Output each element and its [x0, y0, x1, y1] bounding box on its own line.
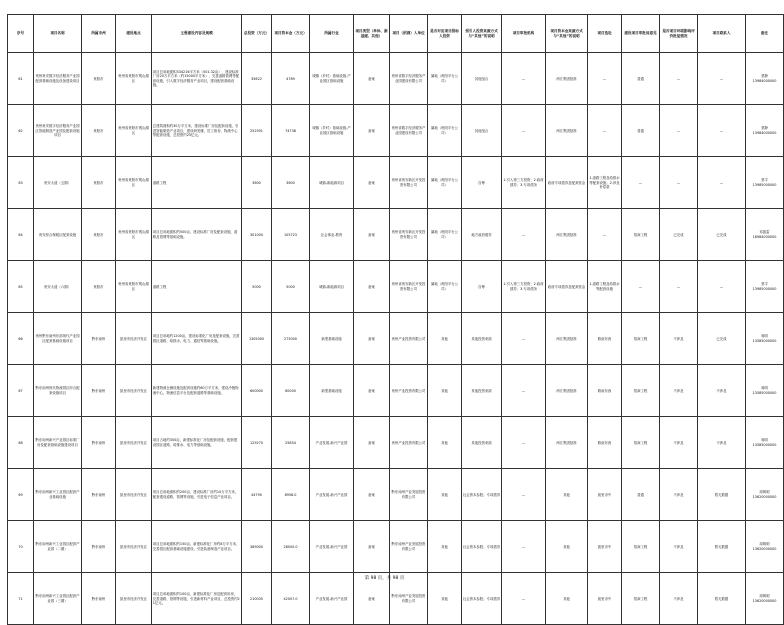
table-cell: 64 — [8, 209, 34, 261]
table-cell: 1.引入第三方投资；2.政府债券；3.专项债务 — [502, 157, 546, 209]
page-footer: 第 98 页，共 98 页 — [364, 576, 405, 581]
table-body — [8, 53, 784, 625]
table-cell: 其他组合 — [462, 53, 502, 105]
table-cell: 其他 — [546, 469, 588, 521]
table-cell: 城镇-新能源项目 — [310, 261, 354, 313]
table-cell: 已完成 — [660, 209, 698, 261]
column-header: 备注 — [746, 15, 784, 53]
table-cell: 蒋明 13585000000 — [746, 365, 784, 417]
column-header: 项目类型（单体、新基建、其他） — [354, 15, 390, 53]
table-cell: 政府专项债券及配套资金 — [546, 157, 588, 209]
project-table-container — [7, 14, 777, 625]
table-cell: 招商工程 — [622, 365, 660, 417]
table-cell: — — [588, 53, 622, 105]
table-cell: 招商工程 — [622, 417, 660, 469]
table-cell: 贵阳市 — [82, 157, 116, 209]
table-cell: 其他 — [546, 573, 588, 625]
table-cell: — — [660, 105, 698, 157]
table-cell: 1.道路工程及给排水等配套设施；2.涉及补偿款 — [588, 157, 622, 209]
table-cell: 黔东南州 — [82, 313, 116, 365]
table-cell: — — [660, 261, 698, 313]
table-cell: 两江集团批准 — [546, 313, 588, 365]
table-cell: 1305000 — [242, 313, 272, 365]
table-cell: 暂无数据 — [698, 573, 746, 625]
table-cell: 贵阳市 — [82, 209, 116, 261]
table-cell: 属地（贵阳平台公司） — [428, 105, 462, 157]
table-cell: 路南东西 — [588, 365, 622, 417]
table-cell: 项目总用地面积约500亩，建设标准厂房及配套设施，道路及管网等基础设施。 — [152, 209, 242, 261]
table-row — [8, 105, 784, 157]
table-cell: 凯里市经济开发区 — [116, 365, 152, 417]
table-cell: 两江集团批准 — [546, 53, 588, 105]
table-cell: 蔡宇 13985000000 — [746, 157, 784, 209]
table-cell: 自筹 — [462, 261, 502, 313]
table-cell: 其他投资来源 — [462, 313, 502, 365]
table-cell: — — [502, 417, 546, 469]
table-cell: 贵州省贵阳市观山湖区 — [116, 209, 152, 261]
table-cell: 产业发展-新兴产业园 — [310, 417, 354, 469]
table-cell: 周明明 13620000000 — [746, 521, 784, 573]
table-cell: 备案 — [354, 209, 390, 261]
table-cell: — — [502, 573, 546, 625]
table-cell: 68 — [8, 417, 34, 469]
column-header: 是否对应项目招标人投资 — [428, 15, 462, 53]
table-cell: 普通 — [622, 53, 660, 105]
table-cell: — — [698, 261, 746, 313]
table-cell: 44790 — [242, 469, 272, 521]
table-cell: — — [588, 209, 622, 261]
table-cell: 贵州省贵阳市观山湖区 — [116, 261, 152, 313]
table-cell: 黔东南州产业发展投资有限公司 — [390, 573, 428, 625]
table-cell: 1.道路工程及给排水等配套设施 — [588, 261, 622, 313]
column-header: 序号 — [8, 15, 34, 53]
table-cell: 自筹 — [462, 157, 502, 209]
table-cell: 63 — [8, 157, 34, 209]
table-cell: 贵州产业投资有限公司 — [390, 417, 428, 469]
table-cell: 黔东南州新兴产业园区标准厂房及配套基础设施建设项目 — [34, 417, 82, 469]
table-cell: 暂无数据 — [698, 521, 746, 573]
column-header: 项目选址 — [588, 15, 622, 53]
column-header: 建设项目审批局意见 — [622, 15, 660, 53]
table-cell: — — [502, 469, 546, 521]
table-cell: 252591 — [242, 105, 272, 157]
table-cell: 4789 — [272, 53, 310, 105]
table-cell: 凯里市经济开发区 — [116, 573, 152, 625]
table-cell: 389000 — [242, 521, 272, 573]
table-cell: 67 — [8, 365, 34, 417]
table-cell: 贵阳市 — [82, 261, 116, 313]
table-cell: 黔东南州 — [82, 417, 116, 469]
column-header: 项目资本金（万元） — [272, 15, 310, 53]
table-cell: 65 — [8, 261, 34, 313]
table-cell: 暂无数据 — [698, 469, 746, 521]
table-cell: — — [698, 105, 746, 157]
table-cell: — — [660, 53, 698, 105]
table-cell: 其他组合 — [462, 105, 502, 157]
table-cell: 黔东南州新兴工业园区配套产业园（三期） — [34, 573, 82, 625]
table-cell: 黔东南州 — [82, 521, 116, 573]
table-cell: 新建物流仓储设施及配套设施约60万平方米，建设冷链物流中心、物流信息平台及配套道路等基础设施。 — [152, 365, 242, 417]
table-cell: — — [660, 157, 698, 209]
table-cell: 贵州省贵安新区开发投资有限公司 — [390, 209, 428, 261]
table-row — [8, 157, 784, 209]
column-header: 招引人投资来源方式与“其他”的说明 — [462, 15, 502, 53]
table-cell: 35622 — [242, 53, 272, 105]
table-cell: 61 — [8, 53, 34, 105]
table-cell: 地方政府债券 — [462, 209, 502, 261]
table-cell: 105723 — [272, 209, 310, 261]
table-cell: 凯里市中 — [588, 469, 622, 521]
table-cell: 两江集团批准 — [546, 365, 588, 417]
table-cell: 普通 — [622, 469, 660, 521]
table-row — [8, 313, 784, 365]
table-cell: 贵州省贵安新区开发投资有限公司 — [390, 157, 428, 209]
table-cell: 邓振雷 18984000000 — [746, 209, 784, 261]
table-cell: 蒋明 13585000000 — [746, 313, 784, 365]
table-cell: 贵州省贵安新区开发投资有限公司 — [390, 261, 428, 313]
table-cell: 备案 — [354, 521, 390, 573]
table-cell: 129270 — [242, 417, 272, 469]
table-cell: 其他 — [546, 521, 588, 573]
header-row — [8, 15, 784, 53]
column-header: 所属行业 — [310, 15, 354, 53]
table-cell: — — [622, 157, 660, 209]
table-cell: 新型基础设施 — [310, 365, 354, 417]
table-cell: 城镇（乡村）基础设施-产业园区基础设施 — [310, 105, 354, 157]
table-cell: 社会资本参股；专项债券 — [462, 521, 502, 573]
column-header: 项目审批机构 — [502, 15, 546, 53]
column-header: 建设地点 — [116, 15, 152, 53]
table-cell: 备案 — [354, 53, 390, 105]
table-cell: 贵州省数字经济服务产业园建设有限公司 — [390, 105, 428, 157]
table-cell: 不涉及 — [660, 469, 698, 521]
table-cell: 备案 — [354, 469, 390, 521]
table-cell: 招商工程 — [622, 209, 660, 261]
table-row — [8, 469, 784, 521]
table-cell: 蔡静 13984000000 — [746, 53, 784, 105]
column-header: 项目联系人 — [698, 15, 746, 53]
table-cell: 不涉及 — [698, 417, 746, 469]
table-cell: 60000 — [272, 365, 310, 417]
table-cell: 301000 — [242, 209, 272, 261]
table-cell: 项目总用地约1200亩，建设标准化厂房及配套设施，完善园区道路、给排水、电力、通信等基础设施。 — [152, 313, 242, 365]
table-cell: 5000 — [272, 261, 310, 313]
table-cell: 产业发展-新兴产业园 — [310, 469, 354, 521]
table-cell: 已完成 — [698, 209, 746, 261]
column-header: 所属市州 — [82, 15, 116, 53]
table-cell: 黔东南州 — [82, 573, 116, 625]
table-cell: 黔东南州 — [82, 469, 116, 521]
table-cell: 总建筑面积约30万平方米，建设标准厂房及配套设施，引进智能制造产业项目，建设研发楼、员工宿舍、物流中心等配套设施，总投资约25亿元。 — [152, 105, 242, 157]
table-cell: 不涉及 — [660, 417, 698, 469]
table-cell: — — [622, 261, 660, 313]
table-row — [8, 209, 784, 261]
table-cell: 210035 — [242, 573, 272, 625]
table-cell: 项目总用地面积334216平方米（501.32亩），建设标准厂房20万平方米（约15000平方米），完善道路管网等配套设施，引入数字经济服务产业项目，建设配套基础设施。 — [152, 53, 242, 105]
table-cell: 其他投资来源 — [462, 417, 502, 469]
table-cell: 71 — [8, 573, 34, 625]
table-cell: 贵州产业投资有限公司 — [390, 365, 428, 417]
table-cell: 道路工程 — [152, 157, 242, 209]
table-cell: 项目占地约350亩，新建标准化厂房及配套设施，配套建设园区道路、给排水、电力等基础设施。 — [152, 417, 242, 469]
table-cell: 69 — [8, 469, 34, 521]
table-cell: 属地（贵阳平台公司） — [428, 209, 462, 261]
table-cell: 黔东南州现代物流园区综合配套设施项目 — [34, 365, 82, 417]
table-cell: 社会资本参股；专项债券 — [462, 469, 502, 521]
table-cell: 不涉及 — [660, 365, 698, 417]
table-cell: — — [698, 53, 746, 105]
table-cell: 贵安综合保税区配套设施 — [34, 209, 82, 261]
table-cell: 备案 — [354, 417, 390, 469]
column-header: 总投资（万元） — [242, 15, 272, 53]
table-cell: 凯里市经济开发区 — [116, 313, 152, 365]
table-row — [8, 365, 784, 417]
table-cell: 3600 — [272, 157, 310, 209]
column-header: 项目名称 — [34, 15, 82, 53]
table-cell: 1.引入第三方投资；2.政府债券；3.专项债务 — [502, 261, 546, 313]
table-cell: 产业发展-新兴产业园 — [310, 521, 354, 573]
table-row — [8, 53, 784, 105]
table-cell: — — [502, 365, 546, 417]
column-header: 项目（招商）人单位 — [390, 15, 428, 53]
project-table — [7, 14, 784, 625]
table-cell: 备案 — [354, 105, 390, 157]
table-cell: 600000 — [242, 365, 272, 417]
table-cell: 其他 — [428, 573, 462, 625]
table-cell: 凯里市中 — [588, 521, 622, 573]
table-cell: 社会事业-教育 — [310, 209, 354, 261]
table-cell: 62 — [8, 105, 34, 157]
column-header: 是否项目环境影响评价批复情况 — [660, 15, 698, 53]
table-cell: 其他 — [428, 313, 462, 365]
table-cell: 贵阳市 — [82, 105, 116, 157]
table-cell: — — [698, 157, 746, 209]
table-cell: 74738 — [272, 105, 310, 157]
table-cell: 贵安大道（五期） — [34, 157, 82, 209]
table-cell: 贵州省贵阳市观山湖区 — [116, 105, 152, 157]
table-cell: 属地（贵阳平台公司） — [428, 157, 462, 209]
column-header: 主要建设内容及规模 — [152, 15, 242, 53]
table-cell: 周明明 13620000000 — [746, 573, 784, 625]
table-cell: 蔡静 13984000000 — [746, 105, 784, 157]
table-cell: 42007.0 — [272, 573, 310, 625]
table-cell: — — [502, 209, 546, 261]
table-cell: 黔东南州产业发展投资有限公司 — [390, 469, 428, 521]
table-cell: 其他 — [428, 365, 462, 417]
table-cell: 贵州省贵阳市观山湖区 — [116, 157, 152, 209]
table-cell: 黔东南州新兴工业园区配套产业基础设施 — [34, 469, 82, 521]
table-cell: 政府专项债券及配套资金 — [546, 261, 588, 313]
table-cell: 28000.0 — [272, 521, 310, 573]
table-cell: 周明明 13620000000 — [746, 469, 784, 521]
table-row — [8, 417, 784, 469]
table-cell: 凯里市中 — [588, 573, 622, 625]
table-cell: 备案 — [354, 573, 390, 625]
table-cell: 项目总用地面积约100亩，新建标准化厂房及配套用房，完善道路、管网等设施，引进新材料产业项目，总投资约21亿元。 — [152, 573, 242, 625]
table-header — [8, 15, 784, 53]
table-cell: 凯里市经济开发区 — [116, 469, 152, 521]
table-cell: 66 — [8, 313, 34, 365]
table-cell: 其他 — [428, 521, 462, 573]
table-cell: 蒋明 13585000000 — [746, 417, 784, 469]
table-cell: 备案 — [354, 157, 390, 209]
table-cell: 属地（贵阳平台公司） — [428, 53, 462, 105]
table-cell: 不涉及 — [660, 573, 698, 625]
table-cell: 路南东西 — [588, 313, 622, 365]
table-cell: 贵安大道（六期） — [34, 261, 82, 313]
table-cell: 黔东南州新兴工业园区配套产业园（二期） — [34, 521, 82, 573]
table-cell: 贵州省数字经济服务产业园建设有限公司 — [390, 53, 428, 105]
table-cell: 产业发展-新兴产业园 — [310, 573, 354, 625]
table-cell: 25854 — [272, 417, 310, 469]
table-cell: 凯里市经济开发区 — [116, 521, 152, 573]
table-cell: 贵阳市 — [82, 53, 116, 105]
table-cell: 招商工程 — [622, 573, 660, 625]
table-cell: 路南东西 — [588, 417, 622, 469]
table-cell: 黔东南州 — [82, 365, 116, 417]
table-cell: 已完成 — [698, 313, 746, 365]
table-cell: 其他 — [428, 417, 462, 469]
table-cell: 5000 — [242, 261, 272, 313]
table-cell: 不涉及 — [698, 365, 746, 417]
table-cell: 蔡宇 13985000000 — [746, 261, 784, 313]
table-cell: 黔东南州产业发展投资有限公司 — [390, 521, 428, 573]
table-cell: 不涉及 — [660, 521, 698, 573]
table-cell: 城镇-新能源项目 — [310, 157, 354, 209]
table-cell: 新型基础设施 — [310, 313, 354, 365]
table-cell: 项目总用地面积约200亩，建设标准厂房约10万平方米，配套建设道路、管网等设施，引进电子信息产业项目。 — [152, 469, 242, 521]
table-cell: 招商工程 — [622, 521, 660, 573]
table-cell: 不涉及 — [660, 313, 698, 365]
table-cell: 备案 — [354, 365, 390, 417]
table-cell: 275000 — [272, 313, 310, 365]
table-cell: 其他 — [428, 469, 462, 521]
table-cell: 属地（贵阳平台公司） — [428, 261, 462, 313]
table-cell: 8958.0 — [272, 469, 310, 521]
table-cell: 两江集团批准 — [546, 105, 588, 157]
table-cell: 普通 — [622, 105, 660, 157]
table-cell: 70 — [8, 521, 34, 573]
table-cell: 贵州贵安数字经济服务产业园区智能制造产业园及配套设施项目 — [34, 105, 82, 157]
table-cell: 其他投资来源 — [462, 365, 502, 417]
table-cell: 贵州产业投资有限公司 — [390, 313, 428, 365]
table-cell: 城镇（乡村）基础设施-产业园区基础设施 — [310, 53, 354, 105]
table-cell: 备案 — [354, 261, 390, 313]
table-cell: 贵州黔东南州东部现代产业园区配套基础设施项目 — [34, 313, 82, 365]
table-cell: — — [588, 105, 622, 157]
table-row — [8, 521, 784, 573]
table-cell: — — [502, 313, 546, 365]
table-cell: 社会资本参股；专项债券 — [462, 573, 502, 625]
table-cell: — — [502, 53, 546, 105]
table-row — [8, 261, 784, 313]
table-cell: 备案 — [354, 313, 390, 365]
table-cell: 道路工程 — [152, 261, 242, 313]
table-cell: 贵州省贵阳市观山湖区 — [116, 53, 152, 105]
table-cell: — — [502, 521, 546, 573]
table-cell: 项目总用地面积约150亩，新建标准化厂房约8万平方米，完善园区配套基础设施建设，引进装备制造产业项目。 — [152, 521, 242, 573]
table-cell: 两江集团批准 — [546, 417, 588, 469]
table-cell: 两江集团批准 — [546, 209, 588, 261]
column-header: 项目资本金来源方式与“其他”的说明 — [546, 15, 588, 53]
table-cell: 贵州贵安数字经济服务产业园配套基础设施及设备建设项目 — [34, 53, 82, 105]
table-cell: 3600 — [242, 157, 272, 209]
table-cell: 招商工程 — [622, 313, 660, 365]
table-cell: — — [502, 105, 546, 157]
table-cell: 凯里市经济开发区 — [116, 417, 152, 469]
